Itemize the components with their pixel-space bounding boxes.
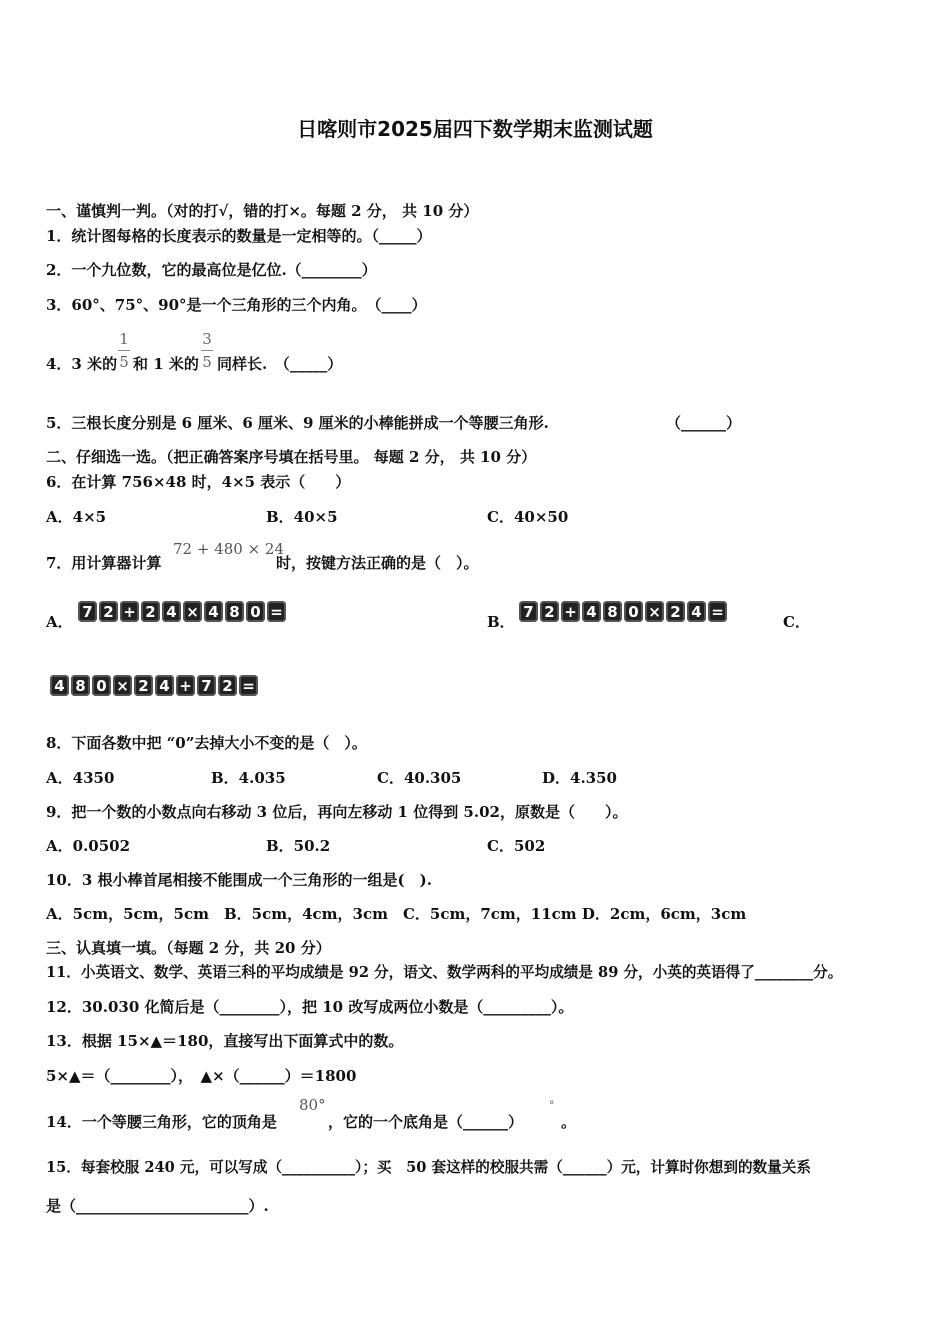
fraction-1-5 — [118, 330, 130, 371]
digit-key-0: 0 — [624, 601, 643, 622]
digit-key-8: 8 — [71, 675, 90, 696]
option-a: A．4×5 — [46, 508, 107, 526]
times-key: × — [645, 601, 664, 622]
fraction-denominator: 5 — [119, 353, 129, 371]
equals-key: = — [239, 675, 258, 696]
math-expression: 72 + 480 × 24 — [173, 540, 285, 558]
fraction-numerator: 3 — [202, 330, 212, 348]
question-7-part1: 7．用计算器计算 — [46, 554, 162, 572]
plus-key: + — [561, 601, 580, 622]
digit-key-7: 7 — [519, 601, 538, 622]
option-b: B．50.2 — [266, 837, 331, 855]
option-b: B．4.035 — [211, 769, 286, 787]
plus-key: + — [176, 675, 195, 696]
digit-key-2: 2 — [540, 601, 559, 622]
section-2-heading: 二、仔细选一选。（把正确答案序号填在括号里。 每题 2 分， 共 10 分） — [46, 448, 537, 466]
question-6: 6．在计算 756×48 时，4×5 表示（ ） — [46, 473, 351, 491]
question-13-fill: 5×▲＝（________）， ▲×（______）＝1800 — [46, 1067, 357, 1085]
question-4-part3: 同样长. （_____） — [217, 355, 343, 373]
digit-key-7: 7 — [78, 601, 97, 622]
question-14-part2: ，它的一个底角是（______） — [328, 1113, 524, 1131]
question-13: 13．根据 15×▲＝180，直接写出下面算式中的数。 — [46, 1032, 404, 1050]
fraction-numerator: 1 — [119, 330, 129, 348]
option-c: C．502 — [487, 837, 546, 855]
equals-key: = — [267, 601, 286, 622]
option-a: A． — [46, 613, 73, 631]
question-3: 3．60°、75°、90°是一个三角形的三个内角。 （____） — [46, 296, 427, 314]
digit-key-4: 4 — [162, 601, 181, 622]
digit-key-8: 8 — [225, 601, 244, 622]
plus-key: + — [120, 601, 139, 622]
question-10-options: A．5cm，5cm，5cm B．5cm，4cm，3cm C．5cm，7cm，11cm D．2cm，6cm，3cm — [46, 905, 747, 923]
calculator-keys-a — [78, 601, 286, 622]
question-14-part1: 14．一个等腰三角形，它的顶角是 — [46, 1113, 277, 1131]
option-c: C．40.305 — [377, 769, 462, 787]
question-5: 5．三根长度分别是 6 厘米、6 厘米、9 厘米的小棒能拼成一个等腰三角形. — [46, 414, 549, 432]
question-2: 2．一个九位数，它的最高位是亿位.（________） — [46, 261, 377, 279]
digit-key-4: 4 — [50, 675, 69, 696]
digit-key-2: 2 — [134, 675, 153, 696]
question-11: 11．小英语文、数学、英语三科的平均成绩是 92 分，语文、数学两科的平均成绩是 89 分，小英的英语得了________分。 — [46, 964, 843, 981]
digit-key-2: 2 — [141, 601, 160, 622]
option-a: A．4350 — [46, 769, 115, 787]
question-4-part1: 4．3 米的 — [46, 355, 118, 373]
times-key: × — [183, 601, 202, 622]
digit-key-4: 4 — [687, 601, 706, 622]
question-1: 1．统计图每格的长度表示的数量是一定相等的。（_____） — [46, 227, 432, 245]
digit-key-4: 4 — [155, 675, 174, 696]
question-4-part2: 和 1 米的 — [133, 355, 199, 373]
question-9: 9．把一个数的小数点向右移动 3 位后，再向左移动 1 位得到 5.02，原数是（ ）。 — [46, 803, 628, 821]
option-c: C．40×50 — [487, 508, 569, 526]
question-7-part2: 时，按键方法正确的是（ ）。 — [276, 554, 479, 572]
question-8: 8．下面各数中把 “0”去掉大小不变的是（ ）。 — [46, 734, 367, 752]
digit-key-7: 7 — [197, 675, 216, 696]
digit-key-8: 8 — [603, 601, 622, 622]
fraction-denominator: 5 — [202, 353, 212, 371]
question-5-blank: （______） — [666, 414, 742, 432]
digit-key-4: 4 — [204, 601, 223, 622]
digit-key-0: 0 — [246, 601, 265, 622]
calculator-keys-b — [519, 601, 727, 622]
degree-symbol: ° — [549, 1099, 555, 1112]
digit-key-0: 0 — [92, 675, 111, 696]
angle-value: 80° — [299, 1096, 326, 1114]
calculator-keys-c — [50, 675, 258, 696]
question-15-line2: 是（_______________________）. — [46, 1197, 269, 1215]
equals-key: = — [708, 601, 727, 622]
section-3-heading: 三、认真填一填。（每题 2 分，共 20 分） — [46, 939, 331, 957]
option-d: D．4.350 — [542, 769, 617, 787]
question-14-part3: 。 — [561, 1113, 577, 1131]
option-c: C． — [783, 613, 810, 631]
question-12: 12．30.030 化简后是（________），把 10 改写成两位小数是（_________）。 — [46, 998, 574, 1016]
option-b: B． — [487, 613, 515, 631]
question-15-line1: 15．每套校服 240 元，可以写成（__________）；买 50 套这样的校服共需（______）元，计算时你想到的数量关系 — [46, 1159, 811, 1176]
fraction-3-5 — [201, 330, 213, 371]
digit-key-4: 4 — [582, 601, 601, 622]
digit-key-2: 2 — [666, 601, 685, 622]
option-a: A．0.0502 — [46, 837, 131, 855]
option-b: B．40×5 — [266, 508, 338, 526]
page-title: 日喀则市2025届四下数学期末监测试题 — [297, 117, 653, 141]
question-10: 10．3 根小棒首尾相接不能围成一个三角形的一组是( ). — [46, 871, 432, 889]
section-1-heading: 一、谨慎判一判。（对的打√，错的打×。每题 2 分， 共 10 分） — [46, 202, 479, 220]
digit-key-2: 2 — [99, 601, 118, 622]
times-key: × — [113, 675, 132, 696]
digit-key-2: 2 — [218, 675, 237, 696]
